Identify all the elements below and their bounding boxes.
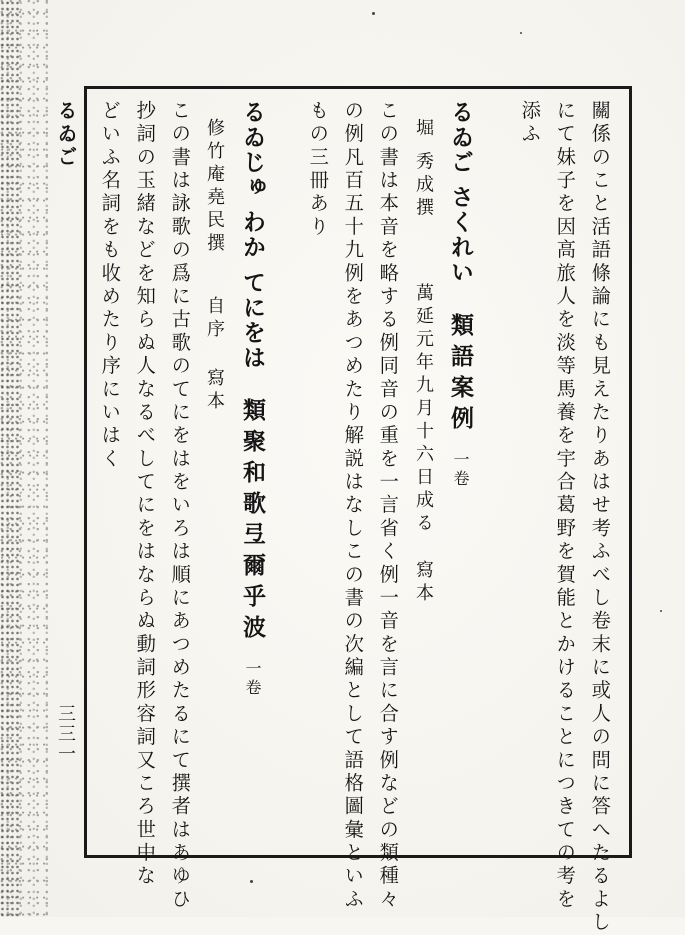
entry-1-volumes: 一卷 <box>451 451 470 490</box>
body-column-3: 添ふ <box>518 100 542 147</box>
scan-speck <box>250 880 253 883</box>
entry-1-meta <box>414 118 432 606</box>
body-column-12: 抄詞の玉緒などを知らぬ人なるべしてにをはならぬ動詞形容詞又ころ世中な <box>133 100 157 889</box>
scan-speck <box>660 610 662 612</box>
entry-1-title: 類語案例 <box>447 313 474 438</box>
body-column-11: この書は詠歌の爲に古歌のてにをはをいろは順にあつめたるにて撰者はあゆひ <box>168 100 192 912</box>
body-column-7: の例凡百五十九例をあつめたり解説はなしこの書の次編として語格圖彙といふ <box>341 100 365 912</box>
entry-2-format: 寫本 <box>204 368 225 414</box>
entry-1-reading: るゐご さくれい <box>447 100 473 286</box>
entry-2-author: 修竹庵堯民撰 <box>204 118 225 256</box>
entry-2-heading <box>240 100 264 698</box>
body-column-2: にて妹子を因高旅人を淡等馬養を宇合葛野を賀能とかけることにつきての考を <box>553 100 577 912</box>
entry-2-title: 類聚和歌弖爾乎波 <box>239 398 266 647</box>
body-column-6: この書は本音を略する例同音の重を一言省く例一音を言に合す例などの類種々 <box>376 100 400 912</box>
entry-1-format: 寫本 <box>413 559 434 606</box>
entry-2-meta <box>205 118 223 414</box>
entry-2-volumes: 一卷 <box>243 660 262 699</box>
body-column-1: 關係のこと活語條論にも見えたりあはせ考ふべし卷末に或人の問に答へたるよし <box>588 100 612 935</box>
page-number: 三三一 <box>55 704 76 764</box>
entry-1-author: 堀 秀成撰 <box>413 118 434 221</box>
entry-1-heading <box>448 100 472 489</box>
entry-1-date: 萬延元年九月十六日成る <box>413 282 434 536</box>
entry-2-reading: るゐじゅ わか てにをは <box>239 100 265 371</box>
running-head: るゐご <box>54 100 78 169</box>
entry-2-preface: 自序 <box>204 296 225 342</box>
body-column-8: もの三冊あり <box>306 100 330 240</box>
scan-noise-edge <box>0 0 20 917</box>
scan-speck <box>372 12 375 15</box>
scan-speck <box>520 32 522 34</box>
body-column-13: どいふ名詞をも收めたり序にいはく <box>98 100 122 472</box>
